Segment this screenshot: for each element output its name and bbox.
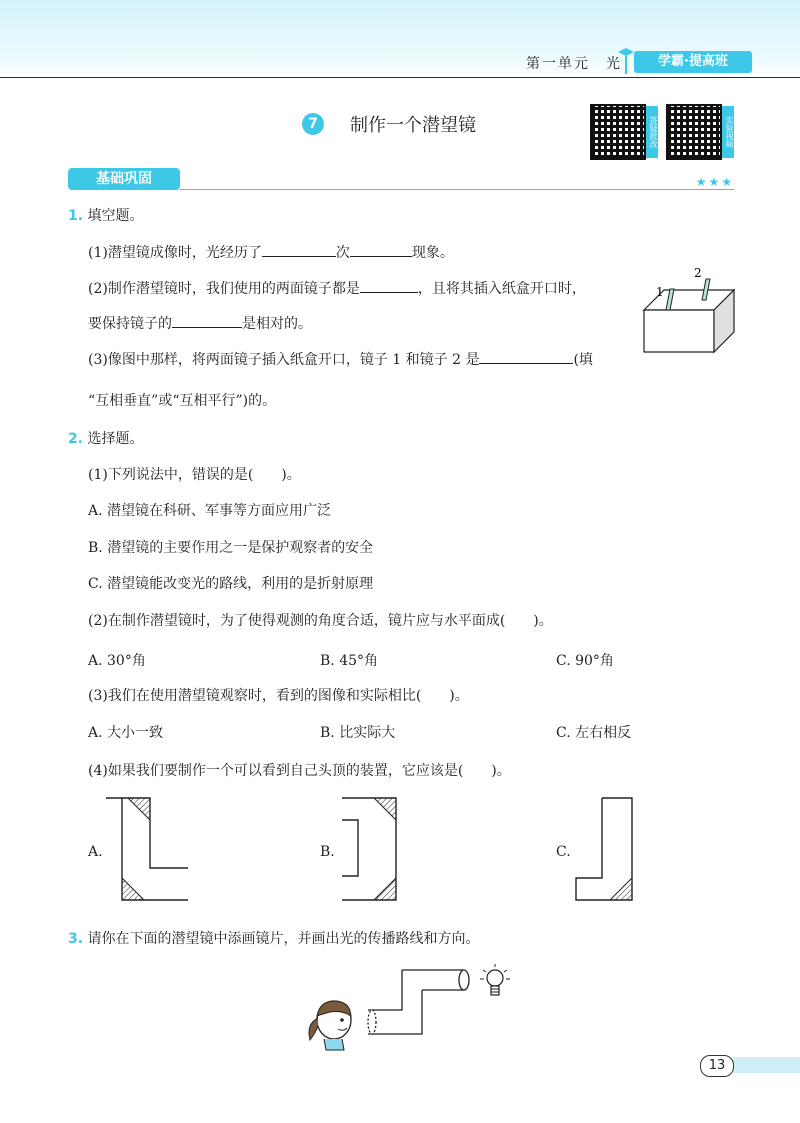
q2-s4-option-a[interactable]: A. [88,844,103,860]
periscope-drawing-area[interactable] [360,962,478,1046]
q2-heading [68,428,144,448]
pencil-icon [158,169,180,189]
q2-s1-option-a[interactable]: A. 潜望镜在科研、军事等方面应用广泛 [88,503,332,519]
q2-s4-option-c[interactable]: C. [556,844,571,860]
periscope-option-c-figure[interactable] [570,792,640,908]
q2-s2-option-a[interactable]: A. 30°角 [88,653,146,669]
q1-number: 1. [68,208,84,224]
q1-part2-line2 [88,313,312,333]
periscope-option-b-figure[interactable] [336,792,416,908]
q2-s4-option-b[interactable]: B. [320,844,335,860]
answer-blank[interactable] [479,349,573,364]
lesson-number-badge: 7 [302,113,324,135]
q1-part1-text-a: (1)潜望镜成像时，光经历了 [88,245,262,261]
q1-part3-text-b: (填 [573,352,593,368]
q3-number: 3. [68,931,84,947]
q3-heading [68,928,480,948]
q2-s1-option-c[interactable]: C. 潜望镜能改变光的路线，利用的是折射原理 [88,576,374,592]
answer-blank[interactable] [350,242,412,257]
q2-s3-stem: (3)我们在使用潜望镜观察时，看到的图像和实际相比( )。 [88,688,469,704]
girl-observer-illustration [300,996,362,1052]
q2-s3-option-c[interactable]: C. 左右相反 [556,725,632,741]
q2-s3-option-a[interactable]: A. 大小一致 [88,725,164,741]
qr-label-answers: 答疑批改 [646,106,658,158]
q1-part2 [88,278,586,298]
q1-part3-line2: “互相垂直”或“互相平行”)的。 [88,393,277,409]
q1-part2-line2-text-b: 是相对的。 [242,316,312,332]
section-divider [180,189,734,190]
section-label: 基础巩固 [68,168,180,190]
q1-part2-text-a: (2)制作潜望镜时，我们使用的两面镜子都是 [88,281,360,297]
page-title: 制作一个潜望镜 [350,115,476,136]
qr-code-answers[interactable] [590,104,646,160]
mirror-label-2: 2 [694,266,702,280]
q2-s1-option-b[interactable]: B. 潜望镜的主要作用之一是保护观察者的安全 [88,540,374,556]
q2-s3-option-b[interactable]: B. 比实际大 [320,725,396,741]
header-divider [0,77,800,78]
difficulty-stars: ★★★ [695,175,734,189]
q2-s2-stem: (2)在制作潜望镜时，为了使得观测的角度合适，镜片应与水平面成( )。 [88,613,553,629]
graduation-cap-icon [616,44,636,76]
periscope-option-a-figure[interactable] [100,792,200,908]
box-with-mirrors-figure [636,264,738,356]
q1-title: 填空题。 [87,208,144,224]
q2-s4-stem: (4)如果我们要制作一个可以看到自己头顶的装置，它应该是( )。 [88,763,511,779]
answer-blank[interactable] [172,313,242,328]
q2-s2-option-b[interactable]: B. 45°角 [320,653,379,669]
unit-title: 第一单元 光 [526,56,622,72]
qr-code-video[interactable] [666,104,722,160]
q1-part1-text-b: 次 [335,245,350,261]
q2-number: 2. [68,431,84,447]
q2-title: 选择题。 [87,431,144,447]
q1-part3-text-a: (3)像图中那样，将两面镜子插入纸盒开口，镜子 1 和镜子 2 是 [88,352,480,368]
q3-title: 请你在下面的潜望镜中添画镜片，并画出光的传播路线和方向。 [87,931,480,947]
q2-s1-stem: (1)下列说法中，错误的是( )。 [88,467,301,483]
brand-label: 学霸·提高班 [634,51,752,73]
page-number: 13 [700,1055,734,1077]
q1-part2-text-b: ，且将其插入纸盒开口时， [417,281,586,297]
q1-part3 [88,349,593,369]
q1-part1-text-c: 现象。 [411,245,454,261]
q2-s2-option-c[interactable]: C. 90°角 [556,653,614,669]
mirror-label-1: 1 [656,285,664,299]
qr-label-video: 实验视频 [722,106,734,158]
answer-blank[interactable] [262,242,336,257]
q1-part1 [88,242,454,262]
answer-blank[interactable] [360,278,418,293]
page-number-band [733,1057,800,1073]
light-bulb-icon [478,962,512,1008]
q1-part2-line2-text-a: 要保持镜子的 [88,316,172,332]
q1-heading [68,205,144,225]
